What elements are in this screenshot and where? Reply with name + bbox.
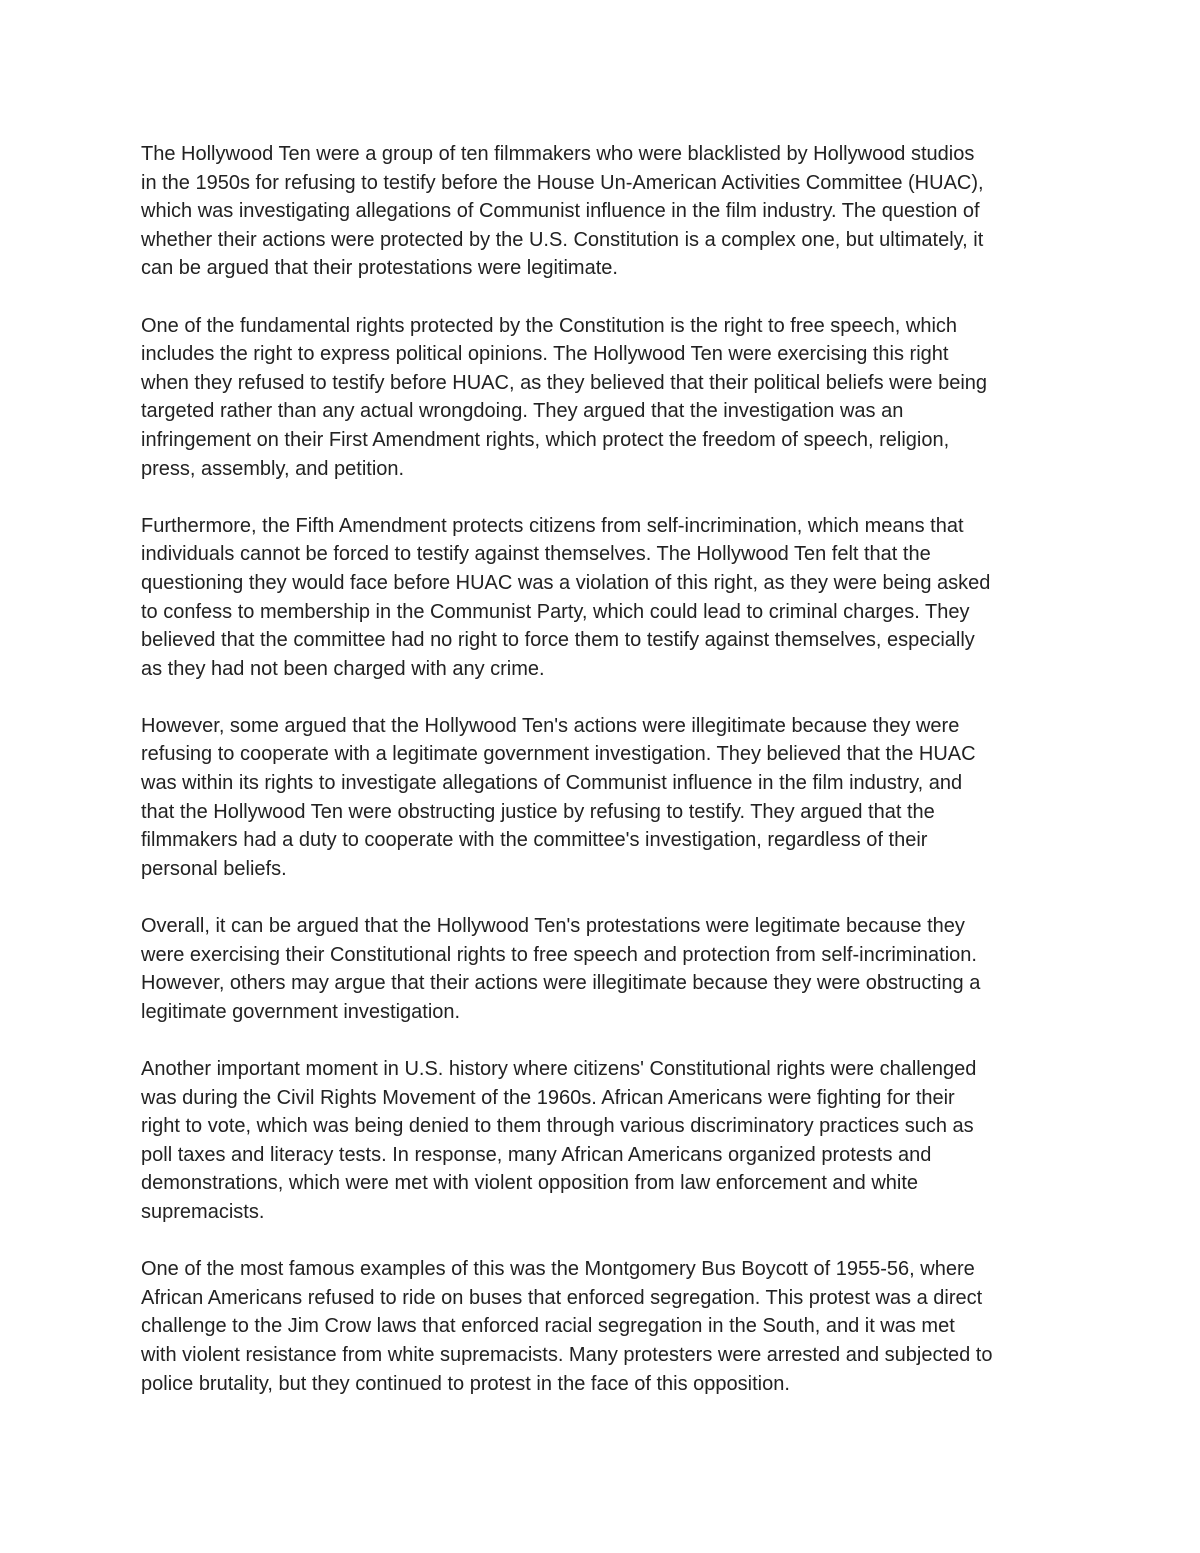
text-line: African Americans refused to ride on buses that enforced segregation. This protest was a direct	[141, 1286, 983, 1309]
text-line: However, some argued that the Hollywood Ten's actions were illegitimate because they were	[141, 714, 960, 737]
text-line: legitimate government investigation.	[141, 1000, 461, 1023]
text-line: personal beliefs.	[141, 857, 287, 880]
text-line: which was investigating allegations of Communist influence in the film industry. The question of	[141, 200, 980, 223]
text-line: poll taxes and literacy tests. In response, many African Americans organized protests and	[141, 1143, 932, 1166]
document-body	[141, 140, 1071, 1427]
paragraph	[141, 140, 1071, 283]
text-line: One of the fundamental rights protected by the Constitution is the right to free speech, which	[141, 314, 958, 337]
text-line: filmmakers had a duty to cooperate with the committee's investigation, regardless of their	[141, 829, 928, 852]
paragraph	[141, 312, 1071, 484]
text-line: demonstrations, which were met with violent opposition from law enforcement and white	[141, 1172, 919, 1195]
text-line: However, others may argue that their actions were illegitimate because they were obstructing a	[141, 972, 981, 995]
text-line: press, assembly, and petition.	[141, 457, 405, 480]
text-line: to confess to membership in the Communist Party, which could lead to criminal charges. They	[141, 600, 970, 623]
text-line: Furthermore, the Fifth Amendment protects citizens from self-incrimination, which means that	[141, 514, 964, 537]
text-line: The Hollywood Ten were a group of ten filmmakers who were blacklisted by Hollywood studios	[141, 143, 975, 165]
text-line: supremacists.	[141, 1200, 265, 1223]
text-line: One of the most famous examples of this was the Montgomery Bus Boycott of 1955-56, where	[141, 1258, 975, 1281]
paragraph	[141, 712, 1071, 884]
paragraph	[141, 1255, 1071, 1398]
text-line: includes the right to express political opinions. The Hollywood Ten were exercising this right	[141, 343, 949, 366]
text-line: was during the Civil Rights Movement of the 1960s. African Americans were fighting for their	[141, 1086, 955, 1109]
text-line: challenge to the Jim Crow laws that enforced racial segregation in the South, and it was met	[141, 1315, 955, 1338]
paragraph	[141, 912, 1071, 1026]
text-line: with violent resistance from white supremacists. Many protesters were arrested and subjected to	[141, 1343, 993, 1366]
text-line: refusing to cooperate with a legitimate government investigation. They believed that the HUAC	[141, 743, 976, 766]
text-line: were exercising their Constitutional rights to free speech and protection from self-incrimination.	[141, 943, 977, 966]
text-line: targeted rather than any actual wrongdoing. They argued that the investigation was an	[141, 400, 904, 423]
text-line: that the Hollywood Ten were obstructing justice by refusing to testify. They argued that the	[141, 800, 935, 823]
text-line: was within its rights to investigate allegations of Communist influence in the film industry, and	[141, 772, 963, 795]
text-line: in the 1950s for refusing to testify before the House Un-American Activities Committee (HUAC),	[141, 171, 984, 194]
text-line: can be argued that their protestations were legitimate.	[141, 257, 618, 280]
text-line: when they refused to testify before HUAC, as they believed that their political beliefs were being	[141, 371, 988, 394]
text-line: police brutality, but they continued to protest in the face of this opposition.	[141, 1372, 790, 1395]
text-line: whether their actions were protected by the U.S. Constitution is a complex one, but ultimately, it	[141, 228, 984, 251]
paragraph	[141, 1055, 1071, 1227]
text-line: Another important moment in U.S. history where citizens' Constitutional rights were challenged	[141, 1058, 977, 1080]
text-line: right to vote, which was being denied to them through various discriminatory practices such as	[141, 1115, 974, 1138]
text-line: as they had not been charged with any crime.	[141, 657, 545, 680]
text-line: questioning they would face before HUAC was a violation of this right, as they were being asked	[141, 571, 991, 594]
text-line: Overall, it can be argued that the Hollywood Ten's protestations were legitimate because they	[141, 915, 965, 938]
text-line: infringement on their First Amendment rights, which protect the freedom of speech, religion,	[141, 428, 950, 451]
text-line: believed that the committee had no right to force them to testify against themselves, especially	[141, 629, 975, 652]
paragraph	[141, 512, 1071, 684]
text-line: individuals cannot be forced to testify against themselves. The Hollywood Ten felt that the	[141, 543, 931, 566]
